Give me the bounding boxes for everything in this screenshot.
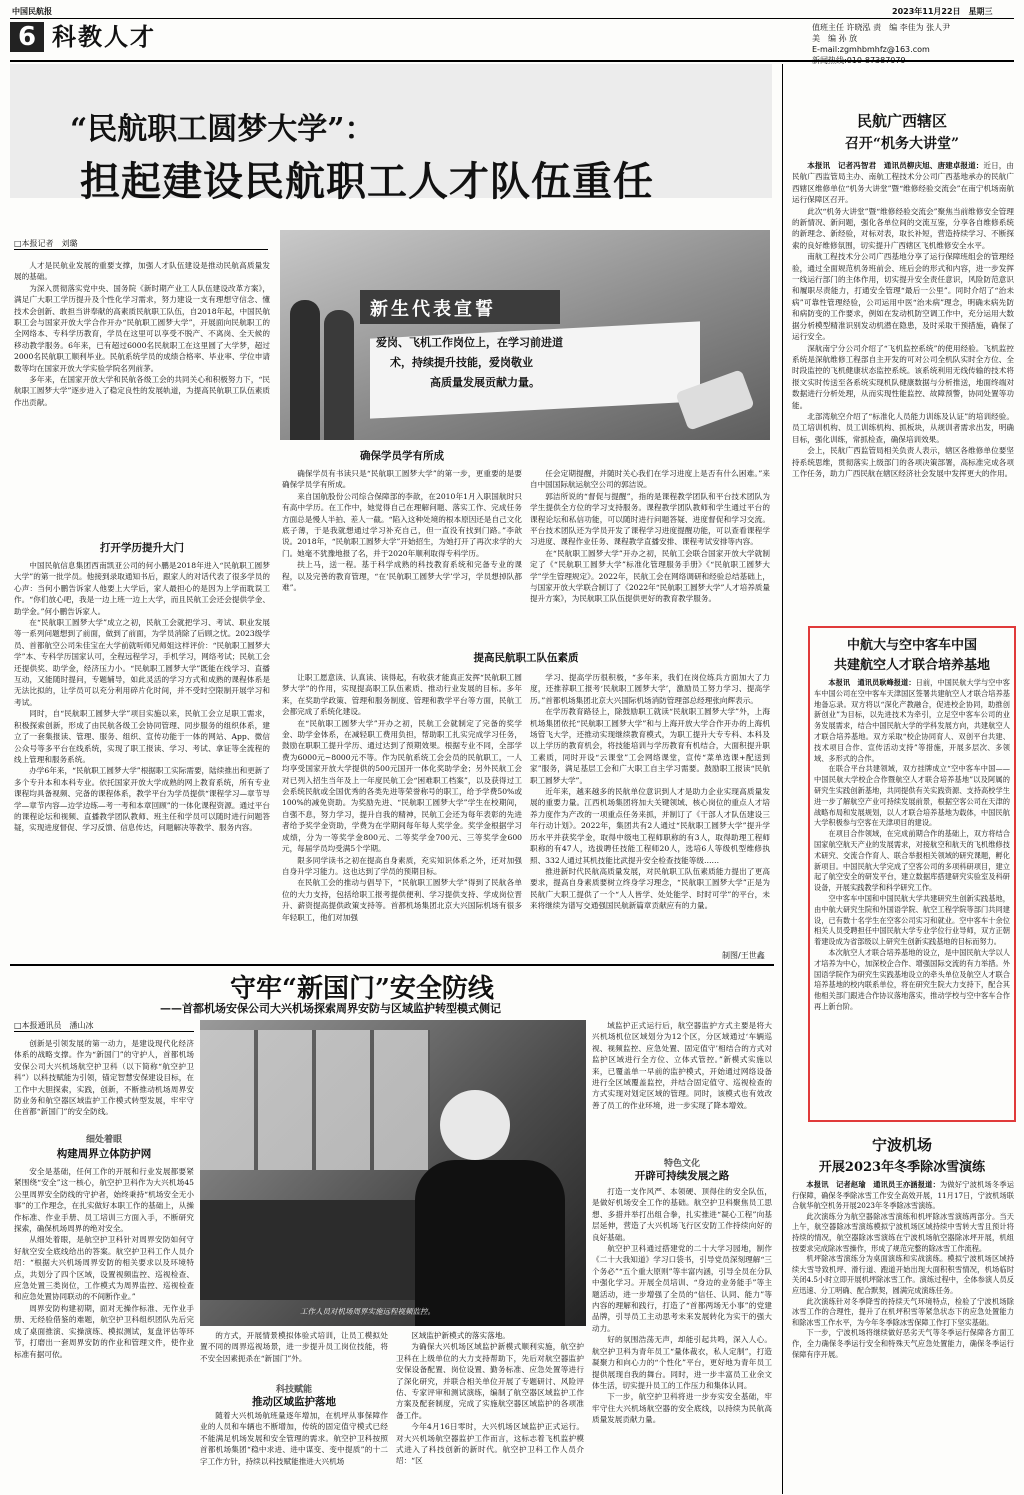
colD-body: 域监护正式运行后，航空器监护方式主要是将大兴机场机位区域划分为12个区，分区域通过‘车辆巡视、视频监控、应急处置、固定值守’相结合的方式对监护区域进行全方位、立体式管控。”新模式实施以来，已覆盖单一早前的监护模式，开始通过网络设备进行全区域覆盖监控，并结合固定值守、巡视检查的方式实现对划定区域的管理。同时，该模式也有效改善了员工的作业环境，进一步实现了降本增效。 (592, 1021, 772, 1110)
page-number: 6 (10, 22, 44, 52)
sidebar-bottom-title2: 开展2023年冬季除冰雪演练 (818, 1160, 986, 1175)
person-silhouette (324, 310, 354, 440)
monitoring-photo (200, 1020, 586, 1326)
photo-caption: 工作人员对机场周界实施远程视频监控。 (300, 1307, 435, 1316)
photo-text-2: 术，持续提升技能，爱岗敬业 (390, 356, 533, 369)
person-silhouette (290, 300, 320, 440)
mid-col2-body: 学习、提高学历很积极，“多年来，我们在岗位练兵方面加大了力度，还推荐职工报考‘民航职工圆梦大学’，激励员工努力学习、提高学历。”首都机场集团北京大兴国际机场消防管理部总经理张向辉表示。 在学历教育路径上，除鼓励职工就读“民航职工圆梦大学”外，上海机场集团依托“民航职工圆梦大学”和与上海开放大学合作开办的上海机场管飞大学，还推动实现继续教育模式，为职工提升大专专科、本科及以上学历的教育机会，将技能培训与学历教育有机结合，大面积提升职工素质，同时开设“云课堂”工会网络课堂，宣传“菜单选课+配送到家”服务，满足基层工会和广大职工自主学习需要。鼓励职工报读“民航职工圆梦大学”。 近年来，越来越多的民航单位意识到人才是助力企业实现高质量发展的重要力量。江西机场集团将加大关键领域、核心岗位的重点人才培养力度作为产改的一项重点任务来抓，并制订了《干部人才队伍建设三年行动计划》。2022年，集团共有2人通过“民航职工圆梦大学”提升学历水平并获奖学金，取得中级电工程师职称的有3人，取得助理工程师职称的有47人，选拔聘任技能工程师20人，选培6人等级机型维修执照、332人通过其机技能比武提升安全检查技能等级…… 推进新时代民航高质量发展，对民航职工队伍素质能力提出了更高要求，提高自身素质要树立终身学习理念，“民航职工圆梦大学”正是为民航广大职工提供了一个“人人皆学、处处能学、时时可学”的平台，未来将继续为谱写交通强国民航新篇章贡献应有的力量。 (530, 673, 770, 911)
colB-body: 的方式，开展情景模拟体验式培训，让员工模拟处置不同的周界巡视场景，进一步提升员工岗位技能，将不安全因素扼杀在“新国门”外。 (200, 1331, 388, 1363)
sub2-body: 随着大兴机场航班量逐年增加，在机坪从事保障作业的人员和车辆也不断增加，传统的固定值守模式已经不能满足机场发展和安全管理的需求。航空护卫科按照首都机场集团“稳中求进、进中谋变、变中提质”的十二字工作方针，持续以科技赋能推进大兴机场 (200, 1411, 388, 1466)
sub3-kicker: 特色文化 (663, 1159, 700, 1169)
sub3-title: 开辟可持续发展之路 (634, 1170, 730, 1182)
col2-body: 确保学员有书读只是“民航职工圆梦大学”的第一步，更重要的是要确保学员学有所成。 来自国航股份公司综合保障部的李歆，在2010年1月入职国航时只有高中学历。在工作中，她觉得自己在理解问题、落实工作、完成任务方面总是慢人半拍、差人一截。“陷入这种处境的根本原因还是自己文化底子薄，于是我就想通过学习补充自己，但一直没有找到门路。”李歆说。2018年，“民航职工圆梦大学”开始招生，为她打开了再次求学的大门。她毫不犹豫地报了名，并于2020年顺利取得专科学历。 扶上马，送一程。基于科学成熟的科技教育系统和完备专业的课程，以及完善的教育管理，“在‘民航职工圆梦大学’学习，学员想掉队都难”。 (282, 469, 522, 593)
main-kicker: “民航职工圆梦大学”： (70, 112, 375, 147)
sidebar-mid-title2: 共建航空人才联合培养基地 (833, 658, 990, 673)
section-title-2: 确保学员学有所成 (360, 450, 444, 462)
operator-head (440, 1090, 510, 1160)
operator-body (415, 1160, 565, 1326)
section-title: 科教人才 (52, 22, 156, 51)
bottom-lead: 创新是引领发展的第一动力，是建设现代化经济体系的战略支撑。作为“新国门”的守护人，首都机场安保公司大兴机场航空护卫科（以下简称“航空护卫科”）以科技赋能为引领，锚定智慧安保建设目标，在工作中大胆探索，实践，创新，不断推动机场周界安防业务和航空器区域监护工作模式转型发展，牢牢守住首都“新国门”的安全防线。 (14, 1039, 194, 1117)
col3-body: 任会定期提醒，并随时关心我们在学习进度上是否有什么困难。”来自中国国际航运航空公司的郭洁说。 郭洁所说的“督促与提醒”，指的是课程教学团队和平台技术团队为学生提供全方位的学习支持服务。课程教学团队教师和学生通过平台的课程论坛和私信功能，可以随时进行问题答疑、进度督促和学习交流。平台技术团队还为学员开发了课程学习进度提醒功能，可以查看课程学习进度、课程作业任务、课程教学直播安排、课程考试安排等内容。 在“民航职工圆梦大学”开办之初，民航工会联合国家开放大学就制定了《“民航职工圆梦大学”标准化管理服务手册》《“民航职工圆梦大学”学生管理规定》。2022年，民航工会在网络调研和经验总结基础上，与国家开放大学联合制订了《2022年“民航职工圆梦大学”人才培养质量提升方案》，为民航职工队伍提供更好的教育教学服务。 (530, 469, 770, 604)
bottom-byline: □本报通讯员 潘山冰 (14, 1021, 94, 1030)
sidebar-top-title1: 民航广西辖区 (856, 112, 947, 130)
editor-info: 值班主任 许晓泓 责 编 李佳为 张人尹 美 编 孙 放 E-mail:zgmhbmhfz@163.com (812, 23, 951, 54)
sub2-kicker: 科技赋能 (275, 1385, 312, 1395)
sidebar-top-title2: 召开“机务大讲堂” (844, 136, 960, 152)
sidebar-mid-body: 本报讯 通讯员耿峰报道：日前，中国民航大学与空中客车中国公司在空中客车天津国区签署共建航空人才联合培养基地备忘录。双方将以“深化产教融合，促进校企协同，助推创新创业”为目标，以先进技术为牵引，立足空中客车公司的业务发展需求，结合中国民航大学的学科发展方向，共建航空人才联合培养基地。双方采取“校企协同育人、双创平台共建、技术项目合作、宣传活动支持”等措施，开展多层次、多领域、多形式的合作。 在联合平台共建领域，双方挂牌成立“空中客车中国——中国民航大学校企合作暨航空人才联合培养基地”以及阿属的研究生实践创新基地，共同提供有关实践资源、支持高校学生进一步了解航空产业可持续发展前景，根据空客公司在天津的战略布局和发展规划，以人才联合培养基地为载体，中国民航大学积极参与空客在天津项目的建设。 在项目合作领域，在完成前期合作的基础上，双方将结合国家航空航天产业的发展需求，对接航空和航天的飞机维修技术研究、交流合作育人、联合举报相关领域的研究课题，孵化新项目。中国民航大学完成了空客公司的多项科研项目，建立起了航空安全的研发平台，建立数据库搭建研究实验室及科研设备，开展实践教学和科学研究工作。 空中客车中国和中国民航大学共建研究生创新实践基地，由中航大研究生院和外国语学院、航空工程学院等部门共同建设，已有数十名学生在空客公司实习和就业。空中客车十余位相关人员受聘担任中国民航大学专业学位行业导师，双方正朝着建设成为省部级以上研究生创新实践基地的目标而努力。 本次航空人才联合培养基地的设立，是中国民航大学以人才培养为中心，加深校企合作、增强国际交流的有力举措。外国语学院作为研究生实践基地设立的牵头单位及航空人才联合培养基地的校内联系单位，将在研究生院大力支持下，配合其他相关部门跟进合作协议落地落实，推动学校与空中客车合作再上新台阶。 (814, 678, 1010, 1011)
section-1-body: 中国民航信息集团西南凯亚公司的何小鹏是2018年进入“民航职工圆梦大学”的第一批学员。他接到录取通知书后，跟家人的对话代表了很多学员的心声：当何小鹏告诉家人他要上大学后，家人最担心的是因为上学而耽误工作。“你们放心吧，我是一边上班一边上大学，而且民航工会还会提供学金、助学金。”何小鹏告诉家人。 在“民航职工圆梦大学”成立之初，民航工会就把学习、考试、职业发展等一系列问题想到了前面，做到了前面，为学员消除了后顾之忧。2023级学员、首都航空公司朱佳宝在大学前就听师兄师姐这样评价：“民航职工圆梦大学”本、专科学历国家认可，全程远程学习，手机学习，网络考试；民航工会还提供奖、助学金，经济压力小。“民航职工圆梦大学”既能在线学习、直播互动，又能随时提问，专题辅导，如此灵活的学习方式和成熟的课程体系是无法比拟的，让学员可以充分利用碎片化时间，并不受时空限制开展学习和考试。 同时，自“民航职工圆梦大学”项目实施以来，民航工会立足职工需求，积极探索创新，形成了由民航各级工会协同管理、同步服务的组织体系，建立了一套集报读、管理、服务、组织、宣传功能于一体的网站、App、微信公众号等多平台在线系统，实现了职工报读、学习、考试、拿证等全流程的线上管理和服务系统。 办学6年来，“民航职工圆梦大学”根据职工实际需要，陆续推出和更新了多个专升本和本科专业。依托国家开放大学成熟的网上教育系统，所有专业课程均具备视频、完备的课程体系，教学平台为学员提供“课程学习—章节导学—章节内容—边学边练—考一考和本章回顾”的一体化课程资源。通过平台的课程论坛和视频、直播教学团队教师、班主任和学员可以随时进行问题答疑，实现进度督促、学习反馈、信息传达，问题解决等教学、服务内容。 (14, 561, 270, 833)
issue-date: 2023年11月22日 星期三 (892, 7, 993, 16)
mid-col1-body: 让职工愿意读、认真读、读得起，有收获才能真正发挥“民航职工圆梦大学”的作用，实现提高职工队伍素质、推动行业发展的目标。多年来，在奖助学政策、管理和服务制度、管理和教学平台等方面，民航工会都完成了系统化建设。 在“民航职工圆梦大学”开办之初，民航工会就制定了完备的奖学金、助学金体系，在减轻职工费用负担，帮助职工扎实完成学习任务，鼓励在职职工提升学历、通过达到了预期效果。根据专业不同，全部学费为6000元~8000元不等。作为民航系统工会会员的民航职工，一人均享受国家开放大学提供的500元国开一体化奖助学金；另外民航工会对已列入招生当年及上一年度民航工会“困难职工档案”，以及获得过工会系统民航或全国优秀的各类先进等荣誉称号的职工，给予学费50%或100%的减免资助。为奖励先进、“民航职工圆梦大学”学生在校期间，自强不息，努力学习，提升自我的精神，民航工会还为每年表彰的先进者给予奖学金资助，学费为在学期间每年每人奖学金。奖学金根据学习成绩，分为一等奖学金800元、二等奖学金700元、三等奖学金600元，每届学员均受满5个学期。 限多同学读书之初在提高自身素质，充实知识体系之外，还对加强自身升学习能力。这也达到了学员的预期目标。 在民航工会的推动与倡导下，“民航职工圆梦大学”得到了民航各单位的大力支持，包括给职工报考提供便利、学习提供支持、学成岗位晋升、薪资提高提供政策支持等。首都机场集团北京大兴国际机场有很多年轻职工，他们对加强 (282, 673, 522, 922)
sidebar-bottom-title1: 宁波机场 (871, 1136, 932, 1154)
sidebar-bottom-body: 本报讯 记者赵瑜 通讯员王亦涵报道：为做好宁波机场冬季运行保障，确保冬季除冰雪工作安全高效开展，11月17日，宁波机场联合航华航空机务开展2023年冬季除冰雪演练。 此次演练分为航空器除冰雪演练和机坪除冰雪演练两部分。当天上午，航空器除冰雪演练模拟宁波机场区域持续中雪转大雪且预计将持续的情况，航空器除冰雪演练在宁波机场航空器除冰坪开展，机组按要求完成除冰雪操作，形成了规范完整的除冰雪工作流程。 机坪除冰雪演练分为桌面演练和实战演练。模拟宁波机场区域持续大雪导致机坪、滑行道、跑道开始出现大面积积雪情况，机场临时关闭4.5小时立即开展机坪除冰雪工作。演练过程中，全体参演人员反应迅速、分工明确、配合默契，圆满完成演练任务。 此次演练针对冬季降雪的持续天气环境特点，检验了宁波机场除冰雪工作的合理性，提升了在机坪积雪等紧急状态下的应急处置能力和除冰雪工作水平，为今年冬季除冰雪保障工作打下坚实基础。 下一步，宁波机场将继续做好恶劣天气等冬季运行保障各方面工作，全力确保冬季运行安全和特殊天气应急处置能力，确保冬季运行保障有序开展。 (792, 1180, 1014, 1359)
oath-photo (280, 230, 770, 440)
photo-credit: 制图/王世鑫 (722, 951, 765, 960)
sub1-title: 构建周界立体防护网 (56, 1148, 152, 1160)
bottom-subheadline: ——首都机场安保公司大兴机场探索周界安防与区域监护转型模式侧记 (160, 1002, 501, 1015)
photo-text-1: 爱岗、飞机工作岗位上，在学习前进道 (376, 336, 563, 349)
colC-body: 区域监护新模式的落实落地。 为确保大兴机场区域监护新模式顺利实施，航空护卫科在上级单位的大力支持帮助下，先后对航空器监护安保设备配置、岗位设置、勤务标准、应急处置等进行了深化研究，并联合相关单位开展了专题研讨、风险评估、专家评审和测试演练，编制了航空器区域监护工作方案及配套制度，完成了实施航空器区域监护的各项准备工作。 今年4月16日零时，大兴机场区域监护正式运行。对大兴机场航空器监护工作而言，这标志着飞机监护模式进入了科技创新的新时代。航空护卫科工作人员介绍：“区 (396, 1331, 584, 1466)
main-byline: □本报记者 刘璐 (14, 239, 78, 248)
main-lead: 人才是民航业发展的重要支撑，加强人才队伍建设是推动民航高质量发展的基础。 为深入贯彻落实党中央、国务院《新时期产业工人队伍建设改革方案》，满足广大职工学历提升及个性化学习需求，努力建设一支有理想守信念、懂技术会创新、敢担当讲奉献的高素质民航职工队伍，自2018年起，中国民航职工会与国家开放大学合作开办“民航职工圆梦大学”，开展面向民航职工的全网络本、专科学历教育，学员在这里可以享受不脱产、不离岗、全天候的移动教学服务。6年来，已有超过6000名民航职工在这里圆了大学梦，超过2000名民航职工顺利毕业。民航系统学员的成绩合格率、毕业率、学位申请数等均在国家开放大学实验学院名列前茅。 多年来，在国家开放大学和民航各级工会的共同关心和积极努力下，“民航职工圆梦大学”逐步进入了稳定良性的发展轨道，为提高民航职工队伍素质作出贡献。 (14, 261, 270, 407)
photo-banner: 新生代表宣誓 (370, 299, 496, 320)
sub3-body: 打造一支作风严、本领硬、顶得住的安全队伍，是做好机场安全工作的基础。航空护卫科聚焦员工思想、多措并举打出组合拳，扎实推进“凝心工程”向基层延伸，营造了大兴机场飞行区安防工作持续向好的良好基础。 航空护卫科通过搭建党的二十大学习园地，制作《二十大我知道》学习口袋书，引导党员深刻理解“三个务必”“五个重大原则”等丰富内涵，引导全员在分队中强化学习。开展全员培训、“身边的业务能手”等主题活动，进一步增强了全员的“信任、认同、能力”等内容的理解和践行，打造了“首都两场无小事”的党建品牌，引导员工主动思考未来发展转化为实干的强大动力。 好的氛围浩荡无声，却能引起共鸣，深入人心。航空护卫科为青年员工“量体裁衣，私人定制”，打造凝聚力和向心力的“个性化”平台，更好地为青年员工提供展现自我的舞台。同时，进一步丰富员工业余文体生活，切实提升员工的工作压力和集体认同。 下一步，航空护卫科将进一步夯实安全基础，牢牢守住大兴机场航空器的安全底线，以持续为民航高质量发展贡献力量。 (592, 1187, 772, 1425)
sidebar-mid-title1: 中航大与空中客车中国 (846, 638, 977, 653)
monitor-wall (200, 1030, 430, 1170)
section-title-3: 提高民航职工队伍素质 (473, 652, 579, 664)
paper-name: 中国民航报 (12, 7, 52, 16)
sidebar-top-body: 本报讯 记者冯智君 通讯员柳庆旭、唐建卓报道：近日，由民航广西监管局主办、南航工程技术分公司广西基地承办的民航广西辖区维修单位“机务大讲堂”暨“维修经验交流会”在南宁机场南航运行保障区召开。 此次“机务大讲堂”暨“维修经验交流会”聚焦当前维修安全管理的新情况、新问题，强化各单位间的交流互鉴，分享各自维修系统的新理念、新经验，对标对表，取长补短，营造持续学习、不断探索的良好维修氛围，切实提升广西辖区飞机维修安全水平。 南航工程技术分公司广西基地分享了运行保障班组会的管理经验，通过全面规范机务班前会、班后会的形式和内容，进一步发挥一线运行部门的主体作用，切实提升安全责任意识，风险防范意识和履职尽责能力，打通安全管理“最后一公里”。同时介绍了“治未病”可靠性管理经验，公司运用中医“治未病”理念，明确未病先防和病防变的工作要求，例如在发动机防空调工作中，充分运用大数据分析模型精准识别发动机潜在隐患，及时采取干预措施，确保了运行安全。 深航南宁分公司介绍了“飞机监控系统”的使用经验。飞机监控系统是深航维修工程部自主开发的可对公司全机队实时全方位、全时段监控的飞机健康状态监控系统。该系统利用无线传输的技术将报文实时传送至各系统实现机队健康数据与分析推送，地面终端对数据进行分析处理，从而实现性能监控、故障预警，协同处置等功能。 北部湾航空介绍了“标准化人员能力训练及认证”的培训经验。员工培训机构、员工训练机构、抓板块，从规训者需求出发，明确目标，强化训练，常抓检查，确保培训效果。 会上，民航广西监管局相关负责人表示，辖区各维修单位要坚持系统思维，贯彻落实上级部门的各项决策部署，高标准完成各项工作任务，助力广西民航在辖区经济社会发展中发挥更大的作用。 (792, 161, 1015, 478)
main-headline: 担起建设民航职工人才队伍重任 (80, 158, 654, 205)
bottom-headline: 守牢“新国门”安全防线 (230, 974, 494, 1004)
section-title-1: 打开学历提升大门 (100, 542, 184, 554)
sub2-title: 推动区域监护落地 (252, 1396, 336, 1408)
photo-text-3: 高质量发展贡献力量。 (430, 376, 540, 389)
sub1-kicker: 细处着眼 (85, 1135, 122, 1145)
sub1-body: 安全是基础，任何工作的开展和行业发展都要紧紧围绕“安全”这一核心，航空护卫科作为大兴机场45公里周界安全防线的守护者，始终秉持“机场安全无小事”的工作理念，在扎实做好本职工作的基础上，从操作标准、作业手册、员工培训三方面入手，不断研究探索，确保机场周界的绝对安全。 从细处着眼，是航空护卫科针对周界安防如何守好航空安全底线给出的答案。航空护卫科工作人员介绍：“根据大兴机场周界安防的相关要求以及环境特点，共划分了四个区域，设置视频监控、巡视检查、应急处置三类岗位，工作模式为周界监控、巡视检查和应急处置协同联动的不间断作业。” 周界安防构建初期，面对无操作标准、无作业手册、无经验借鉴的难题，航空护卫科组织团队先后完成了桌面推演、实操演练、模拟测试，复盘评估等环节，打磨出一套周界安防的作业和管理文件，使作业标准有据可依。 (14, 1167, 194, 1359)
